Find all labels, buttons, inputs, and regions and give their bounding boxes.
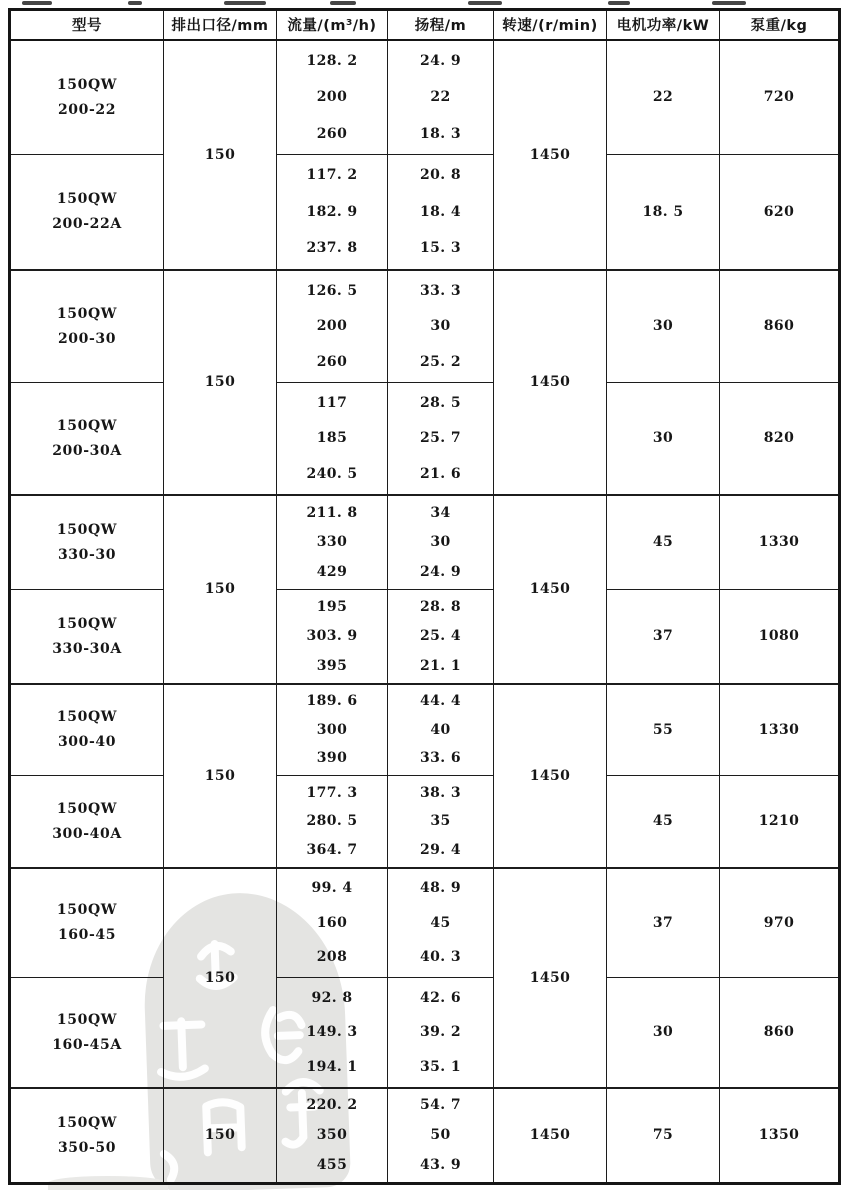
- head-cell: [388, 155, 494, 270]
- head-value: 34: [430, 504, 451, 521]
- model-name-line: 150QW: [56, 417, 118, 434]
- head-value: 38. 3: [420, 784, 461, 801]
- diameter-cell: 150: [164, 868, 277, 1088]
- flow-value: 208: [316, 949, 348, 966]
- head-cell: [388, 868, 494, 978]
- head-cell: [388, 40, 494, 155]
- head-value: 39. 2: [420, 1024, 461, 1041]
- head-value: 42. 6: [420, 989, 461, 1006]
- head-value: 54. 7: [420, 1097, 461, 1114]
- head-cell: [388, 383, 494, 495]
- flow-value: 240. 5: [306, 465, 358, 482]
- speed-cell: 1450: [494, 868, 607, 1088]
- head-value: 22: [430, 89, 451, 106]
- model-cell: [10, 868, 164, 978]
- flow-value: 126. 5: [306, 282, 358, 299]
- flow-value: 220. 2: [306, 1097, 358, 1114]
- head-value: 30: [430, 318, 451, 335]
- table-row: [10, 40, 840, 155]
- head-value: 40: [430, 721, 451, 738]
- head-value: 21. 1: [420, 657, 461, 674]
- model-name-line: 200-30A: [52, 442, 122, 459]
- table-row: [10, 383, 840, 495]
- flow-value: 194. 1: [306, 1058, 358, 1075]
- model-name-line: 350-50: [57, 1139, 117, 1156]
- power-cell: 55: [607, 684, 720, 776]
- model-name-line: 150QW: [56, 615, 118, 632]
- head-value: 24. 9: [420, 52, 461, 69]
- flow-value: 160: [316, 914, 348, 931]
- flow-value: 260: [316, 125, 348, 142]
- head-cell: [388, 270, 494, 383]
- model-name-line: 150QW: [56, 1011, 118, 1028]
- model-name-line: 160-45A: [52, 1036, 122, 1053]
- flow-value: 211. 8: [306, 504, 358, 521]
- weight-cell: 860: [720, 270, 840, 383]
- head-value: 28. 8: [420, 598, 461, 615]
- header-flow: 流量/(m³/h): [277, 10, 388, 40]
- flow-value: 200: [316, 318, 348, 335]
- flow-value: 395: [316, 657, 348, 674]
- model-name-line: 200-22A: [52, 216, 122, 233]
- head-value: 45: [430, 914, 451, 931]
- flow-cell: [277, 684, 388, 776]
- head-cell: [388, 590, 494, 684]
- table-row: [10, 155, 840, 270]
- head-value: 25. 4: [420, 628, 461, 645]
- speed-cell: 1450: [494, 270, 607, 495]
- header-head: 扬程/m: [388, 10, 494, 40]
- power-cell: 45: [607, 776, 720, 868]
- head-value: 25. 2: [420, 353, 461, 370]
- weight-cell: 720: [720, 40, 840, 155]
- flow-value: 330: [316, 534, 348, 551]
- table-row: [10, 495, 840, 590]
- speed-cell: 1450: [494, 40, 607, 270]
- model-name-line: 150QW: [56, 709, 118, 726]
- power-cell: 30: [607, 270, 720, 383]
- weight-cell: 860: [720, 978, 840, 1088]
- power-cell: 30: [607, 383, 720, 495]
- model-cell: [10, 590, 164, 684]
- flow-value: 350: [316, 1127, 348, 1144]
- flow-value: 117: [316, 394, 348, 411]
- flow-value: 390: [316, 750, 348, 767]
- table-row: [10, 776, 840, 868]
- head-value: 29. 4: [420, 841, 461, 858]
- scan-artifact: [128, 1, 142, 5]
- flow-value: 260: [316, 353, 348, 370]
- model-cell: [10, 155, 164, 270]
- power-cell: 30: [607, 978, 720, 1088]
- header-speed: 转速/(r/min): [494, 10, 607, 40]
- model-cell: [10, 383, 164, 495]
- table-row: [10, 1088, 840, 1184]
- flow-value: 455: [316, 1157, 348, 1174]
- scan-artifact: [22, 1, 52, 5]
- flow-cell: [277, 776, 388, 868]
- model-name-line: 200-30: [57, 330, 117, 347]
- model-name-line: 150QW: [56, 1114, 118, 1131]
- flow-cell: [277, 495, 388, 590]
- flow-value: 280. 5: [306, 813, 358, 830]
- diameter-cell: 150: [164, 270, 277, 495]
- weight-cell: 1210: [720, 776, 840, 868]
- table-row: [10, 684, 840, 776]
- model-name-line: 150QW: [56, 902, 118, 919]
- flow-value: 182. 9: [306, 203, 358, 220]
- flow-value: 429: [316, 563, 348, 580]
- model-name-line: 150QW: [56, 305, 118, 322]
- flow-value: 189. 6: [306, 693, 358, 710]
- model-name-line: 330-30A: [52, 640, 122, 657]
- model-name-line: 160-45: [57, 927, 117, 944]
- power-cell: 45: [607, 495, 720, 590]
- head-value: 33. 3: [420, 282, 461, 299]
- head-cell: [388, 495, 494, 590]
- weight-cell: 970: [720, 868, 840, 978]
- model-cell: [10, 684, 164, 776]
- head-value: 43. 9: [420, 1157, 461, 1174]
- flow-value: 200: [316, 89, 348, 106]
- speed-cell: 1450: [494, 684, 607, 868]
- weight-cell: 820: [720, 383, 840, 495]
- model-name-line: 300-40A: [52, 825, 122, 842]
- table-row: [10, 270, 840, 383]
- flow-cell: [277, 1088, 388, 1184]
- flow-cell: [277, 590, 388, 684]
- power-cell: 18. 5: [607, 155, 720, 270]
- head-cell: [388, 776, 494, 868]
- flow-value: 303. 9: [306, 628, 358, 645]
- head-value: 15. 3: [420, 240, 461, 257]
- head-value: 40. 3: [420, 949, 461, 966]
- speed-cell: 1450: [494, 495, 607, 684]
- power-cell: 22: [607, 40, 720, 155]
- head-value: 25. 7: [420, 430, 461, 447]
- power-cell: 75: [607, 1088, 720, 1184]
- flow-cell: [277, 270, 388, 383]
- weight-cell: 1330: [720, 495, 840, 590]
- head-value: 30: [430, 534, 451, 551]
- head-cell: [388, 978, 494, 1088]
- flow-value: 237. 8: [306, 240, 358, 257]
- flow-value: 92. 8: [311, 989, 353, 1006]
- diameter-cell: 150: [164, 684, 277, 868]
- scan-artifact: [468, 1, 502, 5]
- head-value: 28. 5: [420, 394, 461, 411]
- head-value: 48. 9: [420, 880, 461, 897]
- head-value: 18. 4: [420, 203, 461, 220]
- head-value: 33. 6: [420, 750, 461, 767]
- header-model: 型号: [10, 10, 164, 40]
- model-cell: [10, 495, 164, 590]
- pump-spec-table: [8, 8, 841, 1185]
- flow-cell: [277, 383, 388, 495]
- head-value: 20. 8: [420, 167, 461, 184]
- model-name-line: 150QW: [56, 191, 118, 208]
- flow-value: 128. 2: [306, 52, 358, 69]
- weight-cell: 1330: [720, 684, 840, 776]
- scan-artifact: [712, 1, 746, 5]
- flow-value: 364. 7: [306, 841, 358, 858]
- weight-cell: 1350: [720, 1088, 840, 1184]
- head-value: 18. 3: [420, 125, 461, 142]
- model-name-line: 150QW: [56, 800, 118, 817]
- head-value: 44. 4: [420, 693, 461, 710]
- scan-artifact: [330, 1, 356, 5]
- model-name-line: 330-30: [57, 546, 117, 563]
- head-value: 21. 6: [420, 465, 461, 482]
- header-weight: 泵重/kg: [720, 10, 840, 40]
- flow-cell: [277, 978, 388, 1088]
- header-diameter: 排出口径/mm: [164, 10, 277, 40]
- flow-value: 300: [316, 721, 348, 738]
- model-cell: [10, 1088, 164, 1184]
- table-row: [10, 590, 840, 684]
- flow-cell: [277, 155, 388, 270]
- flow-cell: [277, 40, 388, 155]
- head-cell: [388, 684, 494, 776]
- diameter-cell: 150: [164, 495, 277, 684]
- header-power: 电机功率/kW: [607, 10, 720, 40]
- model-name-line: 150QW: [56, 76, 118, 93]
- head-value: 50: [430, 1127, 451, 1144]
- power-cell: 37: [607, 868, 720, 978]
- model-cell: [10, 978, 164, 1088]
- diameter-cell: 150: [164, 40, 277, 270]
- head-cell: [388, 1088, 494, 1184]
- header-row: [10, 10, 840, 40]
- flow-value: 117. 2: [306, 167, 358, 184]
- table-row: [10, 978, 840, 1088]
- speed-cell: 1450: [494, 1088, 607, 1184]
- head-value: 35: [430, 813, 451, 830]
- weight-cell: 620: [720, 155, 840, 270]
- scan-artifact: [608, 1, 630, 5]
- scan-artifact: [224, 1, 266, 5]
- power-cell: 37: [607, 590, 720, 684]
- flow-cell: [277, 868, 388, 978]
- model-cell: [10, 40, 164, 155]
- model-cell: [10, 776, 164, 868]
- model-name-line: 150QW: [56, 521, 118, 538]
- model-cell: [10, 270, 164, 383]
- head-value: 24. 9: [420, 563, 461, 580]
- table-row: [10, 868, 840, 978]
- flow-value: 99. 4: [311, 880, 353, 897]
- flow-value: 185: [316, 430, 348, 447]
- model-name-line: 200-22: [57, 101, 117, 118]
- table-body: [10, 40, 840, 1184]
- diameter-cell: 150: [164, 1088, 277, 1184]
- flow-value: 177. 3: [306, 784, 358, 801]
- model-name-line: 300-40: [57, 734, 117, 751]
- flow-value: 149. 3: [306, 1024, 358, 1041]
- flow-value: 195: [316, 598, 348, 615]
- weight-cell: 1080: [720, 590, 840, 684]
- head-value: 35. 1: [420, 1058, 461, 1075]
